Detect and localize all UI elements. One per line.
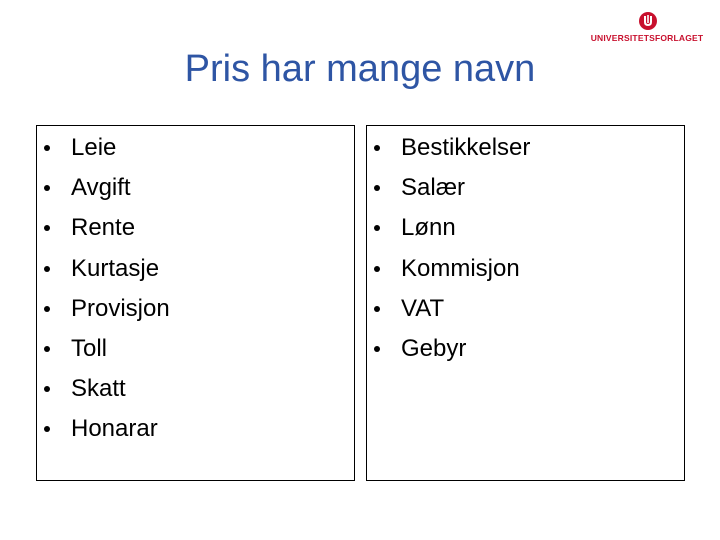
- bullet-icon: [44, 266, 50, 272]
- list-item-label: Toll: [71, 334, 108, 362]
- list-item-label: Salær: [401, 174, 466, 202]
- bullet-icon: [44, 306, 50, 312]
- bullet-icon: [374, 185, 380, 191]
- publisher-logo-text: UNIVERSITETSFORLAGET: [590, 33, 704, 43]
- slide-title: Pris har mange navn: [184, 48, 536, 90]
- bullet-icon: [44, 346, 50, 352]
- list-item-label: Lønn: [401, 214, 456, 242]
- bullet-icon: [44, 386, 50, 392]
- bullet-icon: [374, 306, 380, 312]
- list-item-label: Rente: [71, 214, 136, 242]
- bullet-icon: [44, 145, 50, 151]
- list-item-label: Gebyr: [401, 334, 467, 362]
- list-item-label: Provisjon: [71, 294, 170, 322]
- bullet-icon: [374, 346, 380, 352]
- left-list-box: [36, 125, 355, 481]
- list-item-label: Kurtasje: [71, 254, 160, 282]
- list-item-label: Kommisjon: [401, 254, 520, 282]
- publisher-logo: [585, 12, 709, 46]
- list-item-label: VAT: [401, 294, 445, 322]
- list-item-label: Leie: [71, 134, 117, 161]
- bullet-icon: [44, 185, 50, 191]
- bullet-icon: [44, 225, 50, 231]
- bullet-icon: [374, 145, 380, 151]
- right-list-box: [366, 125, 685, 481]
- bullet-icon: [44, 426, 50, 432]
- list-item-label: Skatt: [71, 375, 126, 403]
- list-item-label: Bestikkelser: [401, 134, 531, 161]
- list-item-label: Avgift: [71, 174, 131, 202]
- bullet-icon: [374, 266, 380, 272]
- list-item-label: Honarar: [71, 415, 158, 443]
- publisher-logo-mark-icon: [639, 12, 657, 30]
- bullet-icon: [374, 225, 380, 231]
